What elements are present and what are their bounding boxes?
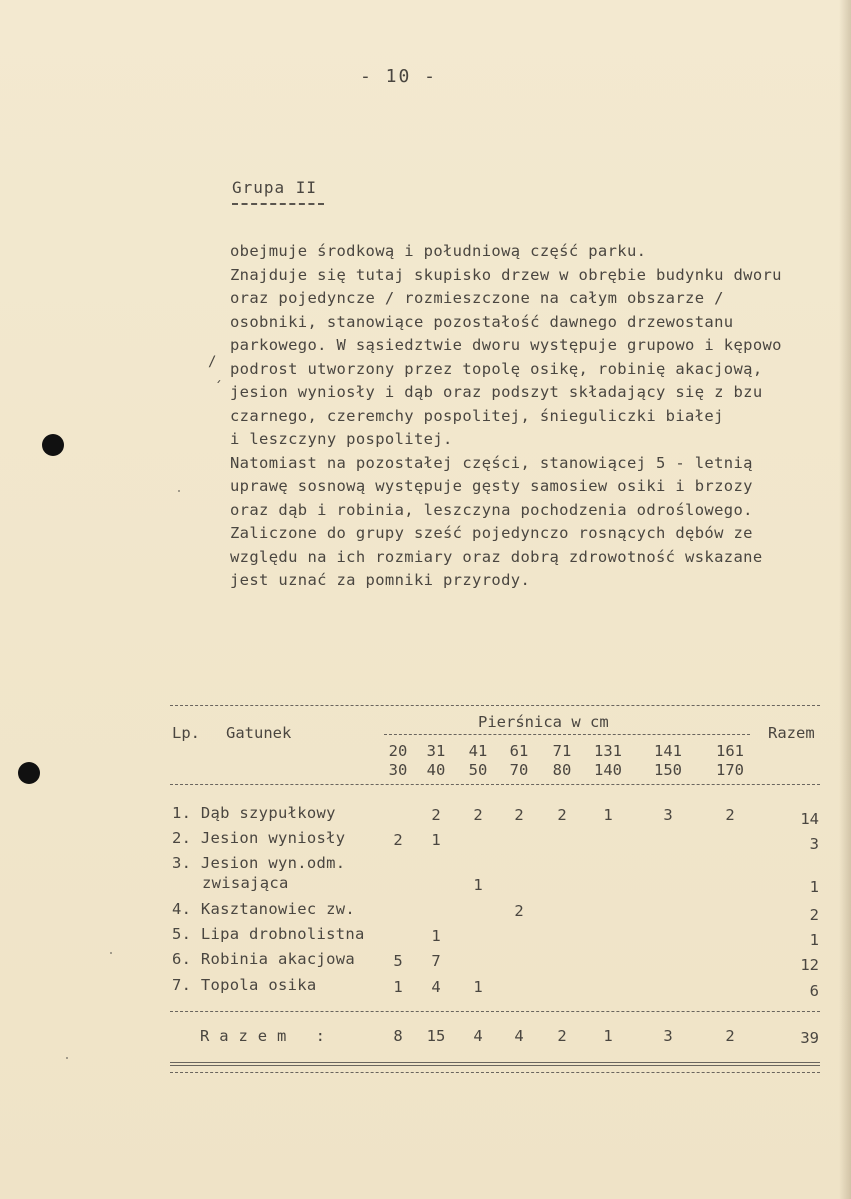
table-cell: 2 <box>514 806 524 824</box>
dbh-header-rule <box>384 734 750 735</box>
dbh-range-to: 40 <box>426 761 446 779</box>
paragraph-line: Zaliczone do grupy sześć pojedynczo rosnących dębów ze <box>230 524 753 542</box>
table-rule-header <box>170 784 820 785</box>
page-number: - 10 - <box>360 66 438 87</box>
paragraph-line: względu na ich rozmiary oraz dobrą zdrowotność wskazane <box>230 547 763 566</box>
sum-cell: 4 <box>514 1027 524 1045</box>
paragraph-line: Znajduje się tutaj skupisko drzew w obrębie budynku dworu <box>230 265 782 284</box>
dbh-range-to: 30 <box>388 761 408 779</box>
table-cell: 1 <box>393 978 403 996</box>
paper-speck <box>178 490 180 492</box>
row-total: 1 <box>809 931 819 949</box>
table-rule-top <box>170 705 820 706</box>
table-cell: 5 <box>393 952 403 970</box>
paper-speck <box>110 952 112 954</box>
column-header-species: Gatunek <box>226 724 292 742</box>
table-cell: 4 <box>431 978 441 996</box>
sum-cell: 2 <box>725 1027 735 1045</box>
sum-cell: 15 <box>426 1027 446 1045</box>
dbh-range-from: 61 <box>509 742 529 760</box>
table-cell: 1 <box>473 876 483 894</box>
paragraph-line: osobniki, stanowiące pozostałość dawnego drzewostanu <box>230 312 734 331</box>
table-cell: 1 <box>431 831 441 849</box>
sum-cell: 1 <box>603 1027 613 1045</box>
paragraph-line: oraz pojedyncze / rozmieszczone na całym obszarze / <box>230 289 724 307</box>
table-cell: 2 <box>473 806 483 824</box>
margin-mark: ´ <box>214 380 223 396</box>
row-total: 14 <box>800 810 819 828</box>
sum-cell: 4 <box>473 1027 483 1045</box>
margin-mark: / <box>208 354 217 370</box>
paragraph-line: i leszczyny pospolitej. <box>230 430 453 448</box>
paragraph-line: oraz dąb i robinia, leszczyna pochodzenia odroślowego. <box>230 500 753 519</box>
dbh-range-to: 170 <box>716 761 744 779</box>
sum-cell: 3 <box>663 1027 673 1045</box>
dbh-range-from: 161 <box>716 742 744 760</box>
row-total: 2 <box>809 906 819 924</box>
dbh-range-from: 71 <box>552 742 572 760</box>
species-name: 6. Robinia akacjowa <box>172 950 356 968</box>
table-cell: 1 <box>431 927 441 945</box>
paragraph-line: czarnego, czeremchy pospolitej, śnieguliczki białej <box>230 406 724 425</box>
page-edge-shadow <box>839 0 851 1199</box>
species-name-cont: zwisająca <box>202 874 289 892</box>
sum-cell: 2 <box>557 1027 567 1045</box>
sum-cell: 8 <box>393 1027 403 1045</box>
row-total: 3 <box>809 835 819 853</box>
table-cell: 2 <box>557 806 567 824</box>
paragraph-line: Natomiast na pozostałej części, stanowiącej 5 - letnią <box>230 453 753 472</box>
table-cell: 2 <box>393 831 403 849</box>
dbh-range-to: 150 <box>654 761 682 779</box>
paragraph-line: jesion wyniosły i dąb oraz podszyt składający się z bzu <box>230 383 763 401</box>
section-title: Grupa II <box>232 178 318 197</box>
row-total: 1 <box>809 878 819 896</box>
table-rule-sum <box>170 1011 820 1012</box>
row-total: 12 <box>800 956 819 974</box>
species-name: 7. Topola osika <box>172 976 317 994</box>
dbh-range-from: 20 <box>388 742 408 760</box>
column-header-lp: Lp. <box>172 724 200 742</box>
column-header-total: Razem <box>768 724 815 742</box>
dbh-range-from: 141 <box>654 742 682 760</box>
title-underline <box>232 203 324 205</box>
punch-hole-icon <box>42 434 64 456</box>
table-cell: 2 <box>431 806 441 824</box>
paragraph-line: obejmuje środkową i południową część parku. <box>230 242 647 260</box>
paragraph-line: podrost utworzony przez topolę osikę, robinię akacjową, <box>230 359 763 378</box>
dbh-range-to: 70 <box>509 761 529 779</box>
dbh-range-from: 31 <box>426 742 446 760</box>
sum-label: R a z e m : <box>200 1027 326 1045</box>
body-paragraph <box>230 242 830 595</box>
punch-hole-icon <box>18 762 40 784</box>
species-name: 4. Kasztanowiec zw. <box>172 900 356 918</box>
species-name: 2. Jesion wyniosły <box>172 829 346 847</box>
species-name: 5. Lipa drobnolistna <box>172 925 365 943</box>
table-rule-bottom <box>170 1062 820 1066</box>
column-header-dbh: Pierśnica w cm <box>478 713 609 731</box>
dbh-range-to: 50 <box>468 761 488 779</box>
paragraph-line: parkowego. W sąsiedztwie dworu występuje grupowo i kępowo <box>230 336 782 354</box>
table-cell: 2 <box>725 806 735 824</box>
dbh-range-to: 80 <box>552 761 572 779</box>
paragraph-line: uprawę sosnową występuje gęsty samosiew osiki i brzozy <box>230 477 753 495</box>
row-total: 6 <box>809 982 819 1000</box>
paragraph-line: jest uznać za pomniki przyrody. <box>230 571 531 589</box>
dbh-range-to: 140 <box>594 761 622 779</box>
paper-speck <box>66 1057 68 1059</box>
dbh-range-from: 131 <box>594 742 622 760</box>
table-cell: 2 <box>514 902 524 920</box>
table-cell: 1 <box>603 806 613 824</box>
table-cell: 7 <box>431 952 441 970</box>
species-name: 1. Dąb szypułkowy <box>172 804 336 822</box>
table-cell: 3 <box>663 806 673 824</box>
dbh-range-from: 41 <box>468 742 488 760</box>
table-cell: 1 <box>473 978 483 996</box>
table-rule-bottom-2 <box>170 1072 820 1073</box>
sum-total: 39 <box>800 1029 819 1047</box>
species-name: 3. Jesion wyn.odm. <box>172 854 346 872</box>
